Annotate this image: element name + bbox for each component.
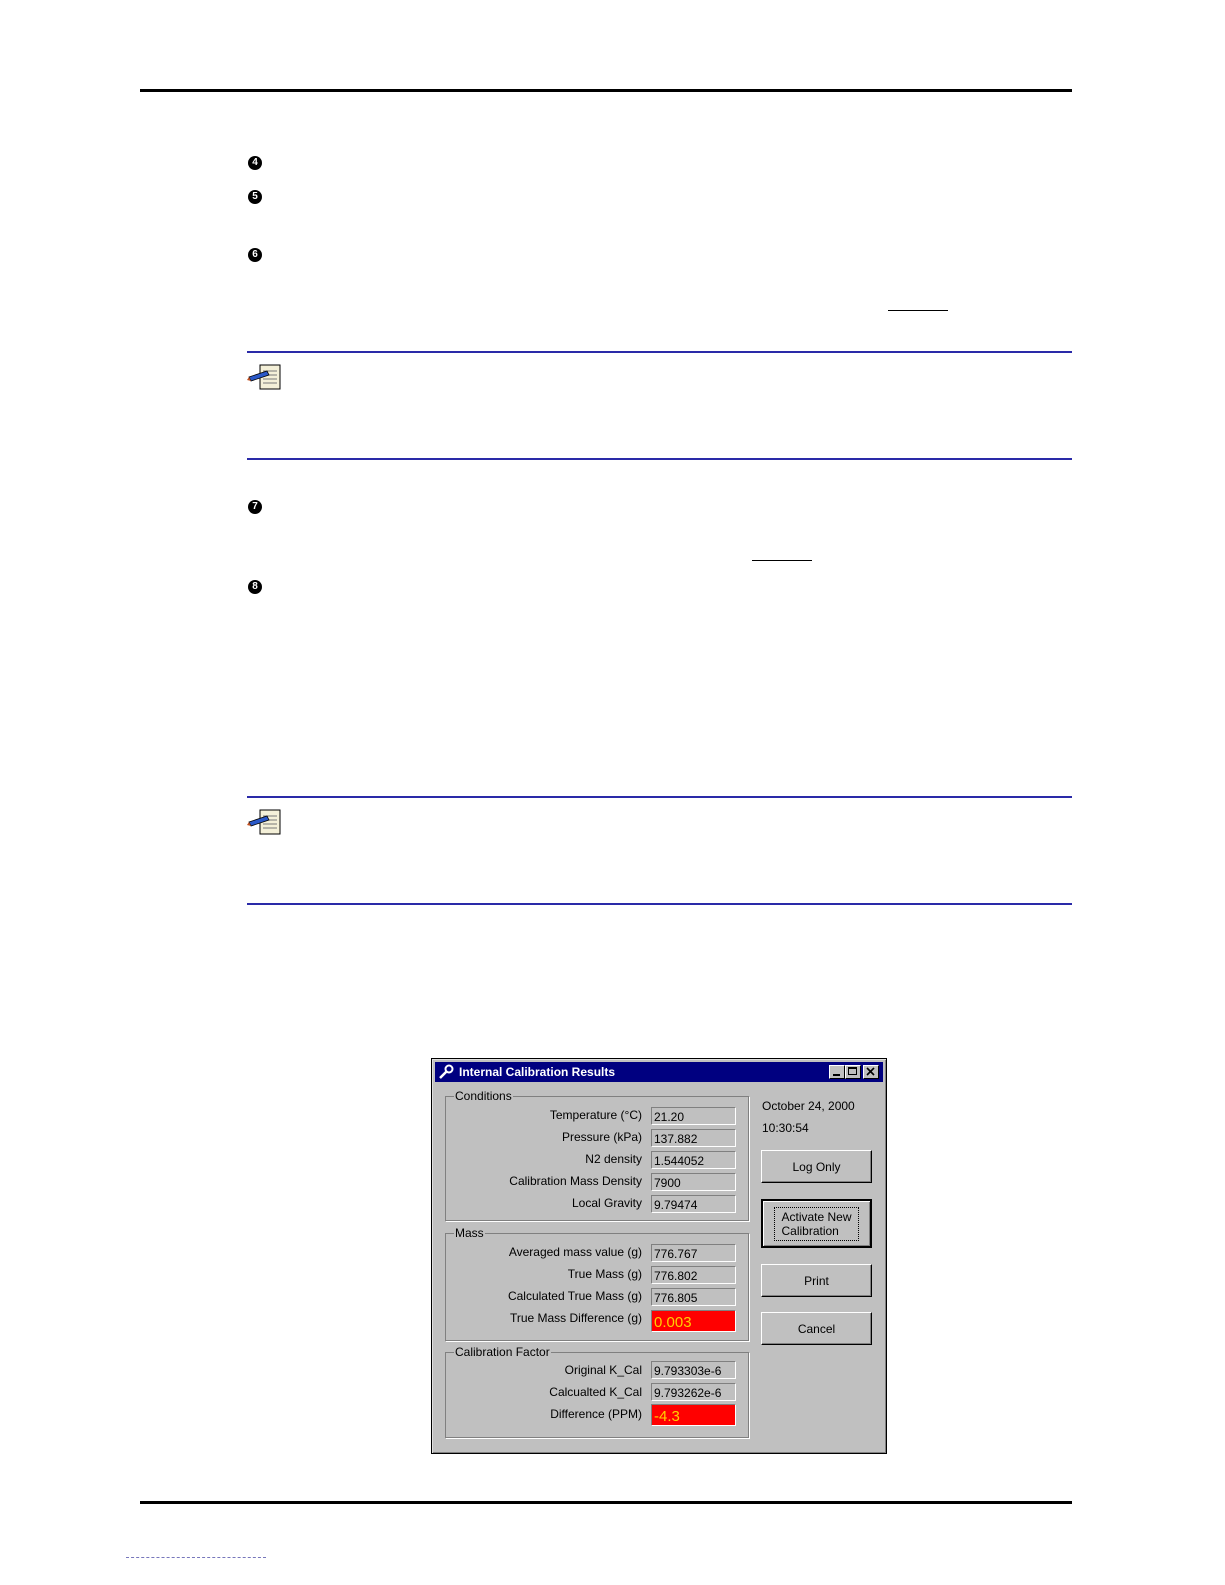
true-mass-label: True Mass (g) <box>567 1267 642 1281</box>
step-marker-8: 8 <box>248 580 262 594</box>
header-rule <box>140 89 1072 92</box>
title-bar[interactable] <box>435 1062 883 1082</box>
maximize-button[interactable] <box>845 1065 861 1079</box>
calc-true-mass-label: Calculated True Mass (g) <box>507 1289 642 1303</box>
cancel-button[interactable] <box>761 1312 872 1345</box>
minimize-icon <box>833 1074 840 1076</box>
true-mass-diff-value: 0.003 <box>651 1310 736 1332</box>
calculated-kcal-value: 9.793262e-6 <box>651 1383 736 1401</box>
temperature-label: Temperature (°C) <box>549 1108 642 1122</box>
note-rule-top <box>247 351 1072 353</box>
true-mass-value: 776.802 <box>651 1266 736 1284</box>
window-title: Internal Calibration Results <box>459 1065 616 1079</box>
log-only-label: Log Only <box>792 1159 841 1174</box>
cancel-label: Cancel <box>797 1321 836 1336</box>
pressure-label: Pressure (kPa) <box>561 1130 642 1144</box>
n2-density-value: 1.544052 <box>651 1151 736 1169</box>
averaged-mass-value: 776.767 <box>651 1244 736 1262</box>
local-gravity-value: 9.79474 <box>651 1195 736 1213</box>
minimize-button[interactable] <box>829 1065 845 1079</box>
true-mass-diff-label: True Mass Difference (g) <box>509 1311 642 1325</box>
close-icon <box>864 1066 878 1078</box>
calculated-kcal-label: Calcualted K_Cal <box>549 1385 642 1399</box>
calibration-factor-group <box>445 1345 749 1438</box>
log-only-button[interactable] <box>761 1150 872 1183</box>
time-text: 10:30:54 <box>762 1121 809 1135</box>
conditions-title: Conditions <box>455 1089 512 1103</box>
underline-mark-2 <box>752 560 812 561</box>
step-marker-7: 7 <box>248 500 262 514</box>
note-rule-bottom <box>247 458 1072 460</box>
original-kcal-label: Original K_Cal <box>564 1363 642 1377</box>
step-marker-6: 6 <box>248 248 262 262</box>
mass-title: Mass <box>455 1226 484 1240</box>
print-label: Print <box>804 1273 829 1288</box>
note-rule-top-2 <box>247 796 1072 798</box>
footer-link-line <box>126 1557 266 1558</box>
activate-label-line1: Activate New <box>781 1209 852 1224</box>
print-button[interactable] <box>761 1264 872 1297</box>
difference-ppm-value: -4.3 <box>651 1404 736 1426</box>
activate-new-calibration-button[interactable] <box>761 1199 872 1248</box>
temperature-value: 21.20 <box>651 1107 736 1125</box>
original-kcal-value: 9.793303e-6 <box>651 1361 736 1379</box>
date-text: October 24, 2000 <box>762 1099 855 1113</box>
averaged-mass-label: Averaged mass value (g) <box>508 1245 642 1259</box>
mass-group <box>445 1226 749 1341</box>
conditions-group <box>445 1089 749 1221</box>
cal-mass-density-label: Calibration Mass Density <box>509 1174 642 1188</box>
footer-rule <box>140 1501 1072 1504</box>
step-marker-5: 5 <box>248 190 262 204</box>
calibration-results-dialog <box>431 1058 887 1454</box>
close-button[interactable] <box>863 1065 879 1079</box>
maximize-icon <box>848 1067 857 1075</box>
cal-mass-density-value: 7900 <box>651 1173 736 1191</box>
difference-ppm-label: Difference (PPM) <box>550 1407 642 1421</box>
note-pencil-icon-2 <box>247 808 283 836</box>
calc-true-mass-value: 776.805 <box>651 1288 736 1306</box>
pressure-value: 137.882 <box>651 1129 736 1147</box>
note-rule-bottom-2 <box>247 903 1072 905</box>
underline-mark <box>888 310 948 311</box>
activate-label-line2: Calibration <box>781 1223 839 1238</box>
wrench-icon <box>438 1064 454 1080</box>
focus-rect <box>774 1207 858 1241</box>
step-marker-4: 4 <box>248 156 262 170</box>
note-pencil-icon <box>247 363 283 391</box>
calibration-factor-title: Calibration Factor <box>455 1345 550 1359</box>
local-gravity-label: Local Gravity <box>571 1196 642 1210</box>
n2-density-label: N2 density <box>585 1152 642 1166</box>
